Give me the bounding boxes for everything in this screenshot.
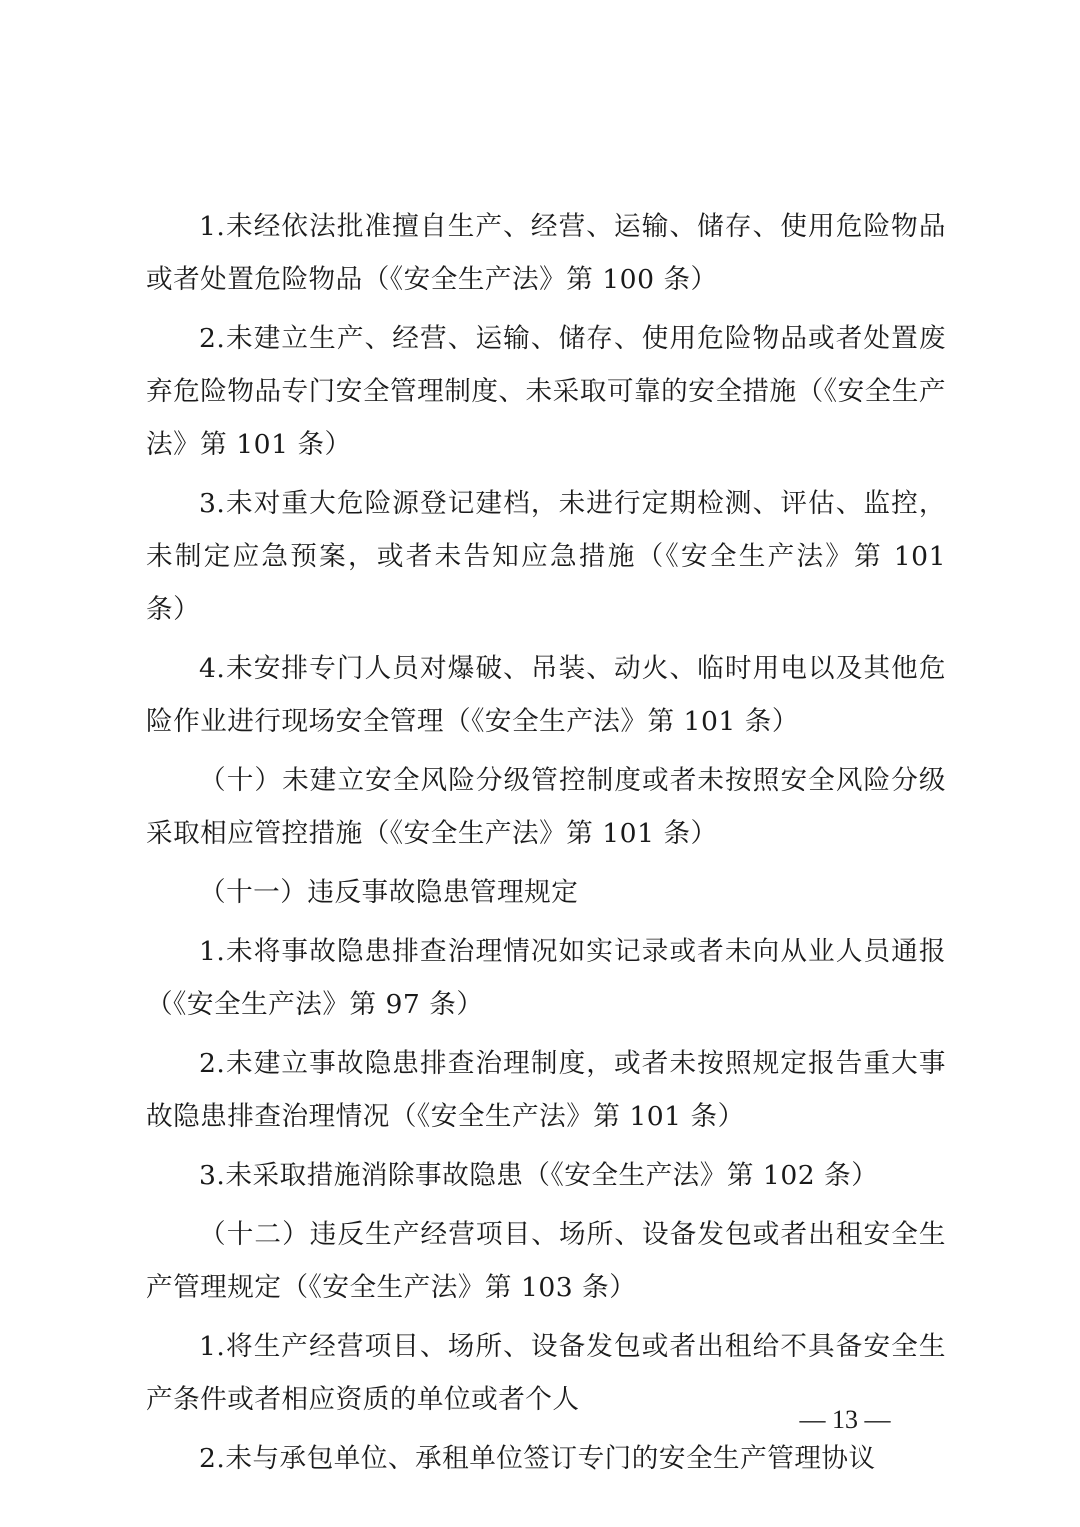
paragraph: 2.未与承包单位、承租单位签订专门的安全生产管理协议: [199, 1443, 876, 1474]
section-heading: （十）未建立安全风险分级管控制度或者未按照安全风险分级采取相应管控措施（《安全生产法》第 101 条）: [146, 765, 946, 849]
paragraph: 4.未安排专门人员对爆破、吊装、动火、临时用电以及其他危险作业进行现场安全管理（《安全生产法》第 101 条）: [146, 653, 946, 737]
paragraph: 1.未经依法批准擅自生产、经营、运输、储存、使用危险物品或者处置危险物品（《安全生产法》第 100 条）: [146, 211, 946, 295]
paragraph: 3.未采取措施消除事故隐患（《安全生产法》第 102 条）: [199, 1160, 879, 1191]
section-heading: （十二）违反生产经营项目、场所、设备发包或者出租安全生产管理规定（《安全生产法》第 103 条）: [146, 1219, 946, 1303]
paragraph: 1.将生产经营项目、场所、设备发包或者出租给不具备安全生产条件或者相应资质的单位或者个人: [146, 1331, 946, 1415]
section-heading: （十一）违反事故隐患管理规定: [199, 877, 579, 908]
paragraph: 2.未建立生产、经营、运输、储存、使用危险物品或者处置废弃危险物品专门安全管理制度、未采取可靠的安全措施（《安全生产法》第 101 条）: [146, 323, 946, 460]
page-number: — 13 —: [799, 1405, 891, 1434]
paragraph: 2.未建立事故隐患排查治理制度，或者未按照规定报告重大事故隐患排查治理情况（《安全生产法》第 101 条）: [146, 1048, 946, 1132]
paragraph: 1.未将事故隐患排查治理情况如实记录或者未向从业人员通报（《安全生产法》第 97 条）: [146, 936, 946, 1020]
document-body: [146, 200, 946, 1491]
paragraph: 3.未对重大危险源登记建档，未进行定期检测、评估、监控，未制定应急预案，或者未告知应急措施（《安全生产法》第 101 条）: [146, 488, 946, 625]
